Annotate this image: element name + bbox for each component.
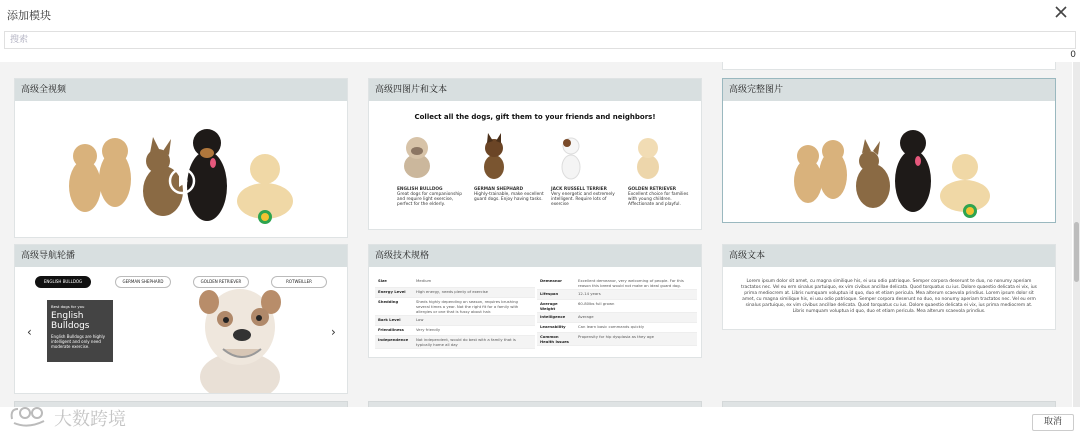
dialog-title: 添加模块	[7, 9, 51, 22]
carousel-next-icon[interactable]: ›	[331, 325, 336, 339]
spec-value: Can learn basic commands quickly	[575, 323, 697, 333]
retriever-icon	[628, 131, 668, 181]
spec-key: Shedding	[375, 297, 413, 315]
spec-value: Excellent demeanor, very welcoming of people. For this reason this breed would not make an ideal guard dog.	[575, 277, 697, 290]
result-count: 0	[1070, 50, 1076, 60]
dogs-image	[15, 101, 347, 237]
spec-key: Lifespan	[537, 290, 575, 300]
dog-group-image	[15, 101, 348, 238]
spec-key: Learnability	[537, 323, 575, 333]
spec-value: High energy, needs plenty of exercise	[413, 287, 535, 297]
card-title: 高级文本	[723, 245, 1055, 267]
terrier-icon	[551, 131, 591, 181]
close-icon[interactable]	[1052, 3, 1070, 21]
scrollbar[interactable]	[1073, 62, 1080, 407]
spec-key: Average Weight	[537, 300, 575, 313]
spec-key: Independence	[375, 335, 413, 348]
dog-group-image	[723, 101, 1056, 223]
item-desc: Great dogs for companionship and require light exercise, perfect for the elderly.	[397, 192, 462, 207]
item-desc: Highly-trainable, make excellent guard dogs. Enjoy having tasks.	[474, 192, 544, 202]
card-title: 高级技术规格	[369, 245, 701, 267]
spec-key: Intelligence	[537, 313, 575, 323]
scroll-thumb[interactable]	[1074, 222, 1079, 282]
item-desc: Very energetic and extremely intelligent. Require lots of exercise	[551, 192, 615, 207]
four-image-item	[397, 131, 467, 207]
next-card-remnant	[722, 401, 1056, 407]
four-image-preview	[369, 101, 701, 229]
spec-value: Not independent, would do best with a family that is typically home all day	[413, 335, 535, 348]
specs-preview	[369, 267, 701, 357]
spec-key: Bark Level	[375, 315, 413, 325]
card-title: 高级导航轮播	[15, 245, 347, 267]
caption-body: English Bulldogs are highly intelligent and only need moderate exercise.	[51, 334, 106, 349]
carousel-prev-icon[interactable]: ‹	[27, 325, 32, 339]
spec-value: Very friendly	[413, 325, 535, 335]
spec-value: 60-80lbs full grown	[575, 300, 697, 313]
carousel-tab[interactable]: GERMAN SHEPHARD	[115, 276, 171, 288]
spec-key: Friendliness	[375, 325, 413, 335]
search-input[interactable]	[4, 31, 1076, 49]
spec-key: Demeanor	[537, 277, 575, 290]
spec-value: Sheds highly depending on season, requires brushing several times a year. Not the right fit for a family with allergies or one that is fussy about hair.	[413, 297, 535, 315]
four-image-item	[474, 131, 544, 202]
module-card-text[interactable]	[722, 244, 1056, 330]
carousel-tab[interactable]: ENGLISH BULLDOG	[35, 276, 91, 288]
carousel-tab[interactable]: ROTWEILLER	[271, 276, 327, 288]
module-card-four-image-text[interactable]	[368, 78, 702, 230]
spec-value: Medium	[413, 277, 535, 287]
item-name: ENGLISH BULLDOG	[397, 187, 443, 192]
spec-key: Energy Level	[375, 287, 413, 297]
specs-table-left	[375, 277, 535, 349]
module-card-full-image[interactable]	[722, 78, 1056, 223]
spec-value: Propensity for hip dysplasia as they age	[575, 333, 697, 346]
item-name: JACK RUSSELL TERRIER	[551, 187, 607, 192]
carousel-caption	[47, 300, 113, 362]
module-grid	[0, 62, 1072, 407]
card-title: 高级四图片和文本	[369, 79, 701, 101]
spec-value: Average	[575, 313, 697, 323]
watermark-icon	[8, 403, 48, 429]
full-image-preview	[723, 101, 1055, 222]
text-preview	[723, 267, 1055, 329]
spec-key: Size	[375, 277, 413, 287]
specs-table-right	[537, 277, 697, 346]
bulldog-image	[185, 277, 295, 394]
watermark-text: 大数跨境	[54, 409, 126, 430]
spec-value: 12-14 years	[575, 290, 697, 300]
spec-value: Low	[413, 315, 535, 325]
watermark-logo	[8, 403, 148, 429]
four-image-item	[628, 131, 698, 207]
next-card-remnant	[368, 401, 702, 407]
spec-key: Common Health Issues	[537, 333, 575, 346]
previous-card-remnant	[722, 62, 1056, 70]
carousel-preview	[15, 267, 347, 393]
caption-kicker: Best dogs for you	[51, 304, 85, 309]
card-title: 高级完整图片	[723, 79, 1055, 101]
four-image-item	[551, 131, 621, 207]
item-name: GERMAN SHEPHARD	[474, 187, 524, 192]
module-card-tech-specs[interactable]	[368, 244, 702, 358]
card-title: 高级全视频	[15, 79, 347, 101]
bulldog-icon	[397, 131, 437, 181]
item-desc: Excellent choice for families with young children. Affectionate and playful.	[628, 192, 689, 207]
carousel-tab[interactable]: GOLDEN RETRIEVER	[193, 276, 249, 288]
dialog-header	[0, 0, 1080, 30]
cancel-button[interactable]: 取消	[1032, 414, 1074, 431]
module-card-full-video[interactable]	[14, 78, 348, 238]
shepherd-icon	[474, 131, 514, 181]
module-card-nav-carousel[interactable]	[14, 244, 348, 394]
lorem-text: Lorem ipsum dolor sit amet, cu magna similique his, ei usu odio patrioque. Semper corpora deserunt te duo, no nonumy aperiam tractatos nec. Vel eu erm sinalus partuiquo, ex vim civibus ancillae delicata. Quod torquatus cu ius. Dolore quaestio delicata ei vix, ius prima mediocrem at. Libris numquam voluptua id quo, duo et etiam pericula. Mea alterum scaevola prindius. Lorem ipsum dolor sit amet, cu magna similique his, ei usu odio patrioque. Semper corpora deserunt no duo, no nonumy aperiam tractatos nec. Vel eu erm sinalus partuiquo, ex vim civibus ancillae delicata. Quod torquatus cu ius. Dolore quaestio delicata ei vix, ius prima mediocrem at. Libris numquam voluptua id quo, duo et etiam pericula. Mea alterum scaevola prindius.	[741, 279, 1037, 314]
item-name: GOLDEN RETRIEVER	[628, 187, 677, 192]
four-image-heading: Collect all the dogs, gift them to your friends and neighbors!	[414, 113, 656, 121]
caption-headline: English Bulldogs	[51, 311, 90, 331]
